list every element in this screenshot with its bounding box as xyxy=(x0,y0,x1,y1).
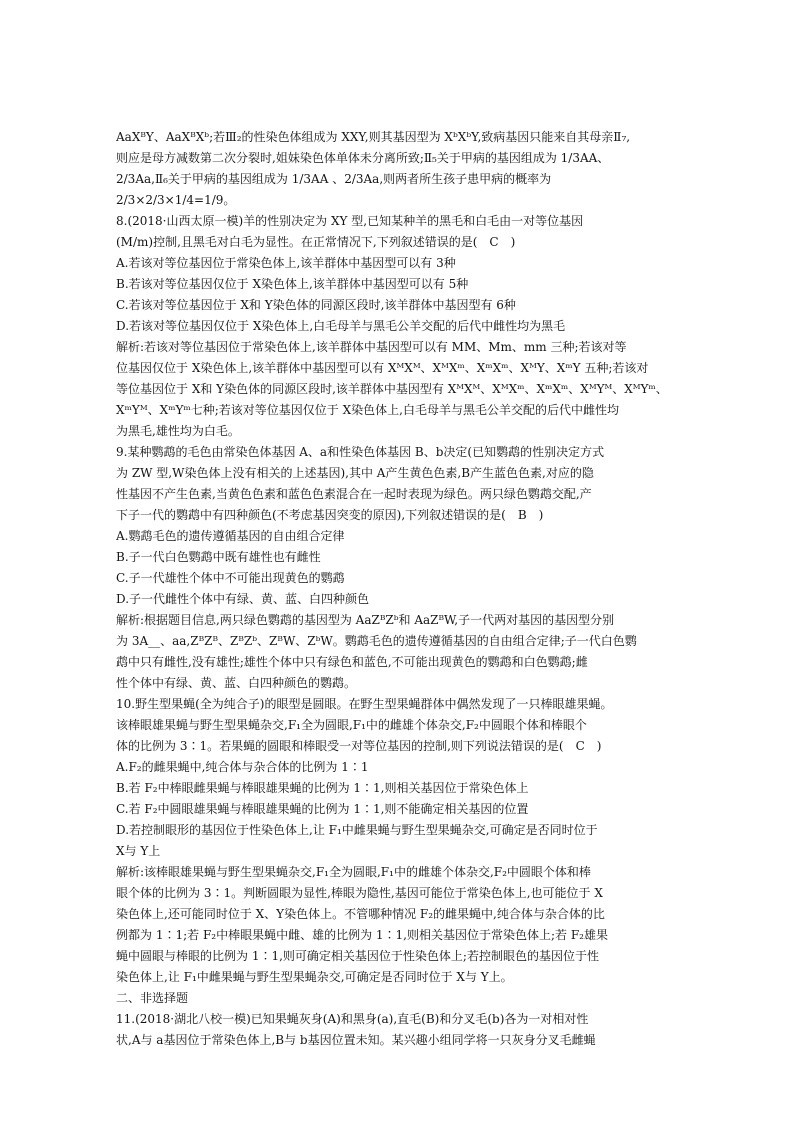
text-line: 例都为 1∶1;若 F₂中棒眼果蝇中雌、雄的比例为 1∶1,则相关基因位于常染色体上;若 F₂雄果 xyxy=(116,928,608,942)
text-line: 9.某种鹦鹉的毛色由常染色体基因 A、a和性染色体基因 B、b决定(已知鹦鹉的性别决定方式 xyxy=(116,445,605,459)
text-line: 下子一代的鹦鹉中有四种颜色(不考虑基因突变的原因),下列叙述错误的是( B ) xyxy=(116,508,544,522)
text-line: (M/m)控制,且黑毛对白毛为显性。在正常情况下,下列叙述错误的是( C ) xyxy=(116,235,516,249)
text-line: 该棒眼雄果蝇与野生型果蝇杂交,F₁全为圆眼,F₁中的雌雄个体杂交,F₂中圆眼个体和棒眼个 xyxy=(116,718,587,732)
text-line: 状,A与 a基因位于常染色体上,B与 b基因位置未知。某兴趣小组同学将一只灰身分叉毛雌蝇 xyxy=(116,1033,596,1047)
text-line: B.若该对等位基因仅位于 X染色体上,该羊群体中基因型可以有 5种 xyxy=(116,277,469,291)
text-line: 染色体上,让 F₁中雌果蝇与野生型果蝇杂交,可确定是否同时位于 X与 Y上。 xyxy=(116,970,513,984)
text-line: B.子一代白色鹦鹉中既有雄性也有雌性 xyxy=(116,550,321,564)
text-line: 解析:该棒眼雄果蝇与野生型果蝇杂交,F₁全为圆眼,F₁中的雌雄个体杂交,F₂中圆眼个体和棒 xyxy=(116,865,591,879)
text-line: D.若控制眼形的基因位于性染色体上,让 F₁中雌果蝇与野生型果蝇杂交,可确定是否同时位于 xyxy=(116,823,598,837)
text-line: 等位基因位于 X和 Y染色体的同源区段时,该羊群体中基因型有 XᴹXᴹ、XᴹXᵐ、XᵐXᵐ、XᴹYᴹ、XᴹYᵐ、 xyxy=(116,382,668,396)
text-line: 性个体中有绿、黄、蓝、白四种颜色的鹦鹉。 xyxy=(116,676,357,690)
text-line: 眼个体的比例为 3∶1。判断圆眼为显性,棒眼为隐性,基因可能位于常染色体上,也可能位于 X xyxy=(116,886,603,900)
text-line: XᵐYᴹ、XᵐYᵐ七种;若该对等位基因仅位于 X染色体上,白毛母羊与黑毛公羊交配的后代中雌性均 xyxy=(116,403,619,417)
text-line: 为 ZW 型,W染色体上没有相关的上述基因),其中 A产生黄色色素,B产生蓝色色素,对应的隐 xyxy=(116,466,594,480)
text-line: X与 Y上 xyxy=(116,844,161,858)
text-line: B.若 F₂中棒眼雌果蝇与棒眼雄果蝇的比例为 1∶1,则相关基因位于常染色体上 xyxy=(116,781,529,795)
text-line: C.子一代雄性个体中不可能出现黄色的鹦鹉 xyxy=(116,571,345,585)
text-line: 体的比例为 3∶1。若果蝇的圆眼和棒眼受一对等位基因的控制,则下列说法错误的是( C ) xyxy=(116,739,602,753)
text-line: 为黑毛,雄性均为白毛。 xyxy=(116,424,240,438)
text-line: 鹉中只有雌性,没有雄性;雄性个体中只有绿色和蓝色,不可能出现黄色的鹦鹉和白色鹦鹉;雌 xyxy=(116,655,588,669)
text-line: 则应是母方减数第二次分裂时,姐妹染色体单体未分离所致;Ⅱ₅关于甲病的基因组成为 1/3AA、 xyxy=(116,151,610,165)
text-line: AaXᴮY、AaXᴮXᵇ;若Ⅲ₂的性染色体组成为 XXY,则其基因型为 XᵇXᵇY,致病基因只能来自其母亲Ⅱ₇, xyxy=(116,130,631,144)
text-line: A.F₂的雌果蝇中,纯合体与杂合体的比例为 1∶1 xyxy=(116,760,369,774)
text-line: 2/3×2/3×1/4=1/9。 xyxy=(116,193,236,207)
text-line: 8.(2018·山西太原一模)羊的性别决定为 XY 型,已知某种羊的黑毛和白毛由一对等位基因 xyxy=(116,214,584,228)
text-line: 解析:若该对等位基因位于常染色体上,该羊群体中基因型可以有 MM、Mm、mm 三种;若该对等 xyxy=(116,340,627,354)
text-line: D.子一代雌性个体中有绿、黄、蓝、白四种颜色 xyxy=(116,592,370,606)
document-body xyxy=(116,127,678,1051)
text-line: 性基因不产生色素,当黄色色素和蓝色色素混合在一起时表现为绿色。两只绿色鹦鹉交配,产 xyxy=(116,487,592,501)
text-line: 解析:根据题目信息,两只绿色鹦鹉的基因型为 AaZᴮZᵇ和 AaZᴮW,子一代两对基因的基因型分别 xyxy=(116,613,615,627)
text-line: 为 3A__、aa,ZᴮZᴮ、ZᴮZᵇ、ZᴮW、ZᵇW。鹦鹉毛色的遗传遵循基因的自由组合定律;子一代白色鹦 xyxy=(116,634,637,648)
text-line: 11.(2018·湖北八校一模)已知果蝇灰身(A)和黑身(a),直毛(B)和分叉毛(b)各为一对相对性 xyxy=(116,1012,589,1026)
text-line: D.若该对等位基因仅位于 X染色体上,白毛母羊与黑毛公羊交配的后代中雌性均为黑毛 xyxy=(116,319,566,333)
text-line: C.若 F₂中圆眼雄果蝇与棒眼雄果蝇的比例为 1∶1,则不能确定相关基因的位置 xyxy=(116,802,529,816)
text-line: A.若该对等位基因位于常染色体上,该羊群体中基因型可以有 3种 xyxy=(116,256,456,270)
text-line: C.若该对等位基因位于 X和 Y染色体的同源区段时,该羊群体中基因型有 6种 xyxy=(116,298,516,312)
text-line: 2/3Aa,Ⅱ₆关于甲病的基因组成为 1/3AA 、2/3Aa,则两者所生孩子患甲病的概率为 xyxy=(116,172,552,186)
text-line: 10.野生型果蝇(全为纯合子)的眼型是圆眼。在野生型果蝇群体中偶然发现了一只棒眼雄果蝇。 xyxy=(116,697,613,711)
text-line: 染色体上,还可能同时位于 X、Y染色体上。不管哪种情况 F₂的雌果蝇中,纯合体与杂合体的比 xyxy=(116,907,605,921)
text-line: A.鹦鹉毛色的遗传遵循基因的自由组合定律 xyxy=(116,529,345,543)
text-line: 蝇中圆眼与棒眼的比例为 1∶1,则可确定相关基因位于性染色体上;若控制眼色的基因位于性 xyxy=(116,949,599,963)
text-line: 位基因仅位于 X染色体上,该羊群体中基因型可以有 XᴹXᴹ、XᴹXᵐ、XᵐXᵐ、XᴹY、XᵐY 五种;若该对 xyxy=(116,361,649,375)
text-line: 二、非选择题 xyxy=(116,991,189,1005)
